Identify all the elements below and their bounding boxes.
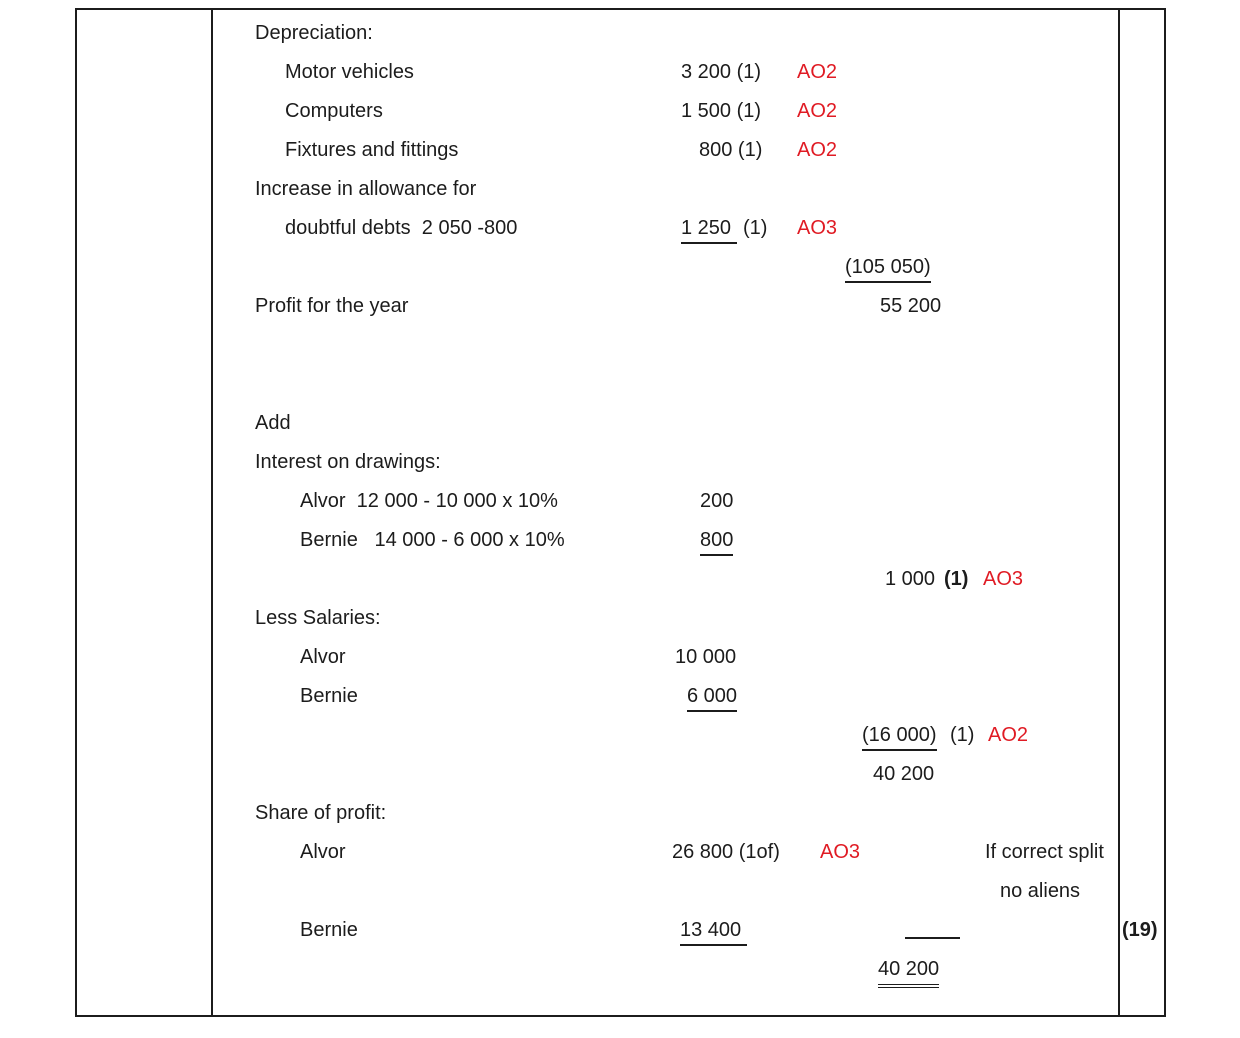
text-segment: Depreciation: (255, 22, 373, 44)
text-segment: Alvor (300, 646, 346, 668)
assessment-objective-tag: AO2 (988, 724, 1029, 746)
table-column-divider-right (1118, 8, 1120, 1017)
text-segment: (16 000) (862, 722, 937, 751)
assessment-objective-tag: AO2 (797, 139, 838, 161)
text-segment: 40 200 (878, 956, 939, 988)
text-segment: Computers (285, 100, 383, 122)
text-segment: Interest on drawings: (255, 451, 441, 473)
text-segment: Profit for the year (255, 295, 409, 317)
text-segment: Bernie (300, 919, 358, 941)
text-segment: Share of profit: (255, 802, 387, 824)
text-segment: Alvor (300, 841, 346, 863)
text-segment: Increase in allowance for (255, 178, 477, 200)
text-segment: 6 000 (687, 683, 737, 712)
text-segment: doubtful debts 2 050 -800 (285, 217, 518, 239)
table-outer-border (75, 8, 1166, 1017)
text-segment: Bernie (300, 685, 358, 707)
assessment-objective-tag: AO2 (797, 100, 838, 122)
text-segment: 200 (700, 490, 734, 512)
text-segment: (1) (743, 217, 768, 239)
text-segment: If correct split (985, 841, 1104, 863)
text-segment: 13 400 (680, 917, 747, 946)
text-segment: 800 (1) (699, 139, 763, 161)
text-segment: 40 200 (873, 763, 935, 785)
text-segment: no aliens (1000, 880, 1081, 902)
text-segment: Fixtures and fittings (285, 139, 459, 161)
text-segment: Motor vehicles (285, 61, 414, 83)
assessment-objective-tag: AO2 (797, 61, 838, 83)
text-segment: 3 200 (1) (681, 61, 762, 83)
text-segment: 26 800 (1of) (672, 841, 780, 863)
text-segment: 800 (700, 527, 733, 556)
text-segment: 10 000 (675, 646, 737, 668)
text-segment: 1 250 (681, 215, 737, 244)
text-segment: Add (255, 412, 291, 434)
text-segment: 1 000 (885, 568, 941, 590)
marks-total: (19) (1122, 919, 1158, 941)
text-segment: (1) (950, 724, 975, 746)
text-segment: 55 200 (880, 295, 942, 317)
assessment-objective-tag: AO3 (797, 217, 838, 239)
text-segment: Less Salaries: (255, 607, 381, 629)
text-segment: Bernie 14 000 - 6 000 x 10% (300, 529, 565, 551)
text-segment: 1 500 (1) (681, 100, 762, 122)
assessment-objective-tag: AO3 (983, 568, 1024, 590)
text-segment: (1) (944, 568, 969, 590)
text-segment: Alvor 12 000 - 10 000 x 10% (300, 490, 558, 512)
text-segment: (105 050) (845, 254, 931, 283)
text-segment (905, 917, 960, 939)
assessment-objective-tag: AO3 (820, 841, 861, 863)
table-column-divider-left (211, 8, 213, 1017)
